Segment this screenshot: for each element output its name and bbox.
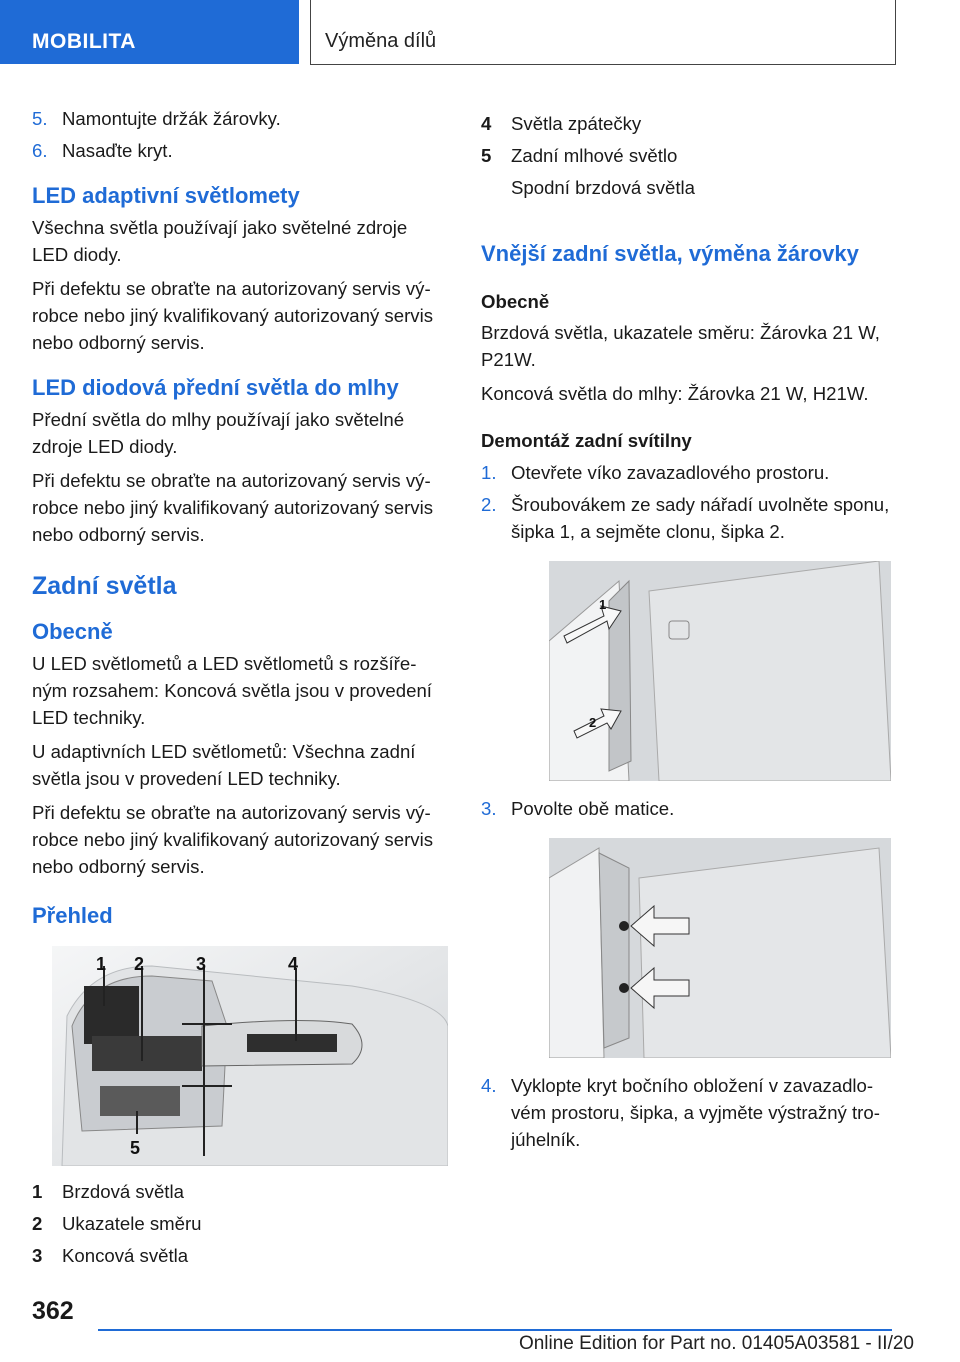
- paragraph: Při defektu se obraťte na autorizovaný servis vý-robce nebo jiný kvalifikovaný autorizovaný servis nebo odborný servis.: [32, 278, 433, 353]
- heading-overview: Přehled: [32, 903, 113, 928]
- right-column: [481, 108, 893, 1153]
- paragraph: Při defektu se obraťte na autorizovaný servis vý-robce nebo jiný kvalifikovaný autorizovaný servis nebo odborný servis.: [32, 470, 433, 545]
- paragraph: Při defektu se obraťte na autorizovaný servis vý-robce nebo jiný kvalifikovaný autorizovaný servis nebo odborný servis.: [32, 802, 433, 877]
- legend-item: 4 Světla zpátečky: [481, 113, 642, 134]
- step-2: 2. Šroubovákem ze sady nářadí uvolněte sponu, šipka 1, a sejměte clonu, šipka 2.: [481, 494, 890, 542]
- taillight-figure: [52, 946, 448, 1166]
- trunk-clip-figure: [549, 561, 891, 781]
- heading-led-fog: LED diodová přední světla do mlhy: [32, 375, 399, 400]
- paragraph: Všechna světla používají jako světelné zdroje LED diody.: [32, 217, 408, 265]
- heading-rear-lights: Zadní světla: [32, 572, 177, 600]
- step-1: 1. Otevřete víko zavazadlového prostoru.: [481, 462, 830, 483]
- paragraph: Koncová světla do mlhy: Žárovka 21 W, H21W.: [481, 383, 869, 404]
- footer-divider: [98, 1329, 892, 1331]
- section-tab: [0, 0, 299, 64]
- page-header: [310, 0, 896, 65]
- nuts-illustration: [549, 838, 891, 1058]
- step-4: 4. Vyklopte kryt bočního obložení v zavazadlo-vém prostoru, šipka, a vyjměte výstražný tro-júhelník.: [481, 1075, 880, 1150]
- heading-general: Obecně: [481, 291, 550, 312]
- legend-item: 5 Zadní mlhové světlo: [481, 145, 678, 166]
- step-3: 3. Povolte obě matice.: [481, 798, 675, 819]
- step-5: 5. Namontujte držák žárovky.: [32, 108, 281, 129]
- heading-removal: Demontáž zadní svítilny: [481, 430, 692, 451]
- legend-item: 2 Ukazatele směru: [32, 1213, 202, 1234]
- nuts-figure: [549, 838, 891, 1058]
- callout-3: 3: [196, 954, 207, 974]
- paragraph: U adaptivních LED světlometů: Všechna zadní světla jsou v provedení LED techniky.: [32, 741, 416, 789]
- callout-2: 2: [134, 954, 145, 974]
- callout-1: 1: [96, 954, 107, 974]
- heading-general: Obecně: [32, 619, 113, 644]
- callout-4: 4: [288, 954, 299, 974]
- paragraph: Přední světla do mlhy používají jako světelné zdroje LED diody.: [32, 409, 405, 457]
- paragraph: U LED světlometů a LED světlometů s rozšíře-ným rozsahem: Koncová světla jsou v provedení LED techniky.: [32, 653, 432, 728]
- callout-5: 5: [130, 1138, 141, 1158]
- paragraph: Brzdová světla, ukazatele směru: Žárovka 21 W, P21W.: [481, 322, 880, 370]
- heading-outer-lights: Vnější zadní světla, výměna žárovky: [481, 241, 859, 266]
- legend-item: 3 Koncová světla: [32, 1245, 189, 1266]
- heading-led-adaptive: LED adaptivní světlomety: [32, 183, 300, 208]
- header-title: Výměna dílů: [325, 30, 437, 52]
- fig-callout-2: 2: [589, 715, 597, 730]
- trunk-clip-illustration: [549, 561, 891, 781]
- taillight-illustration: [52, 946, 448, 1166]
- left-column: [32, 100, 442, 1272]
- legend-list: [32, 1176, 442, 1272]
- legend-item: 1 Brzdová světla: [32, 1181, 184, 1202]
- step-6: 6. Nasaďte kryt.: [32, 140, 173, 161]
- page-number: 362: [32, 1297, 74, 1325]
- legend-item: Spodní brzdová světla: [511, 177, 695, 198]
- fig-callout-1: 1: [599, 597, 607, 612]
- section-label: MOBILITA: [32, 30, 136, 53]
- edition-note: Online Edition for Part no. 01405A03581 - II/20: [518, 1333, 914, 1354]
